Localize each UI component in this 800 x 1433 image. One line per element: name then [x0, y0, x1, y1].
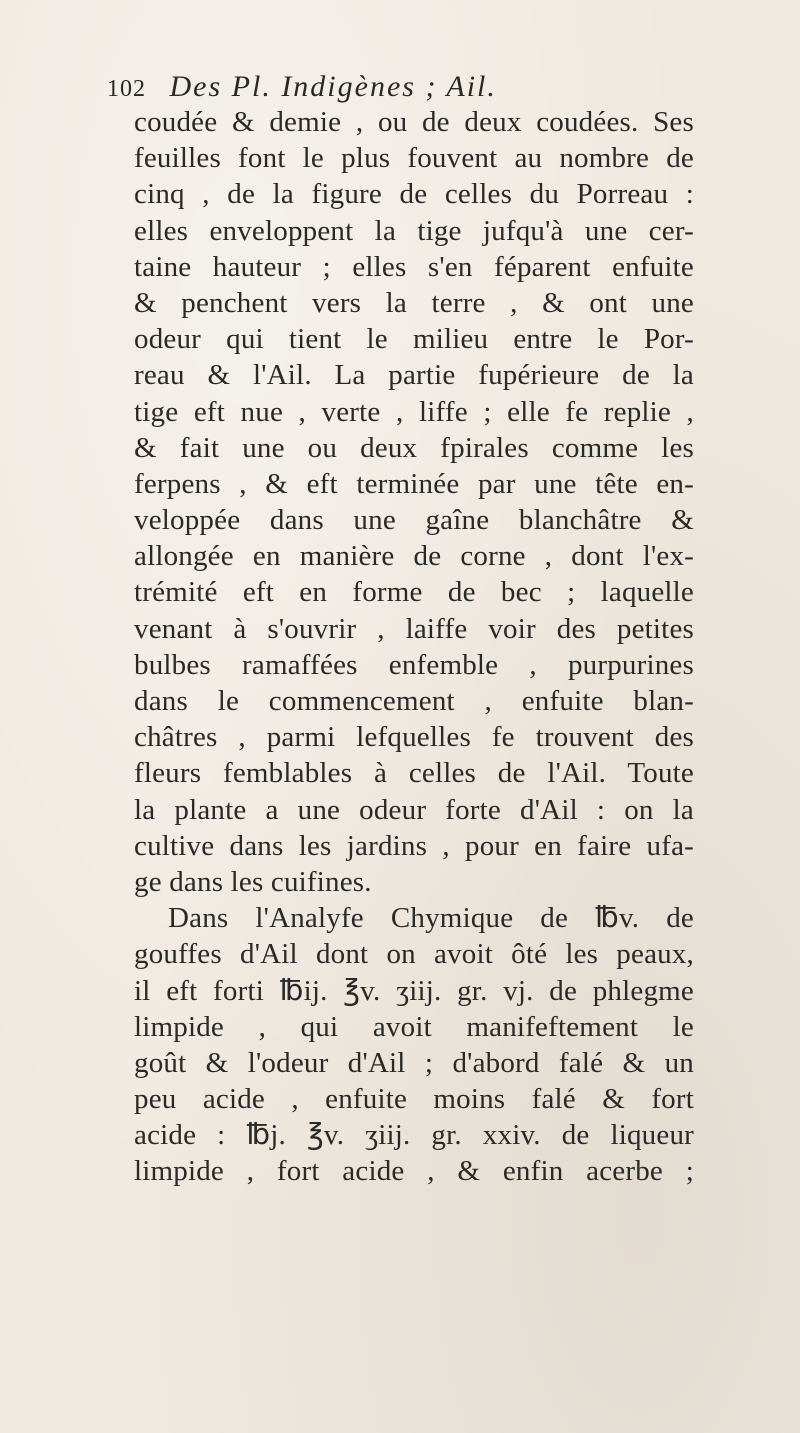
text-line: elles enveloppent la tige jufqu'à une cer-: [134, 214, 694, 247]
page-number: 102: [107, 76, 146, 102]
text-line: tige eft nue , verte , liffe ; elle fe replie ,: [134, 395, 694, 428]
text-line: limpide , qui avoit manifeftement le: [134, 1010, 694, 1043]
text-line: & fait une ou deux fpirales comme les: [134, 431, 694, 464]
text-line: cultive dans les jardins , pour en faire ufa-: [134, 829, 694, 862]
text-line: peu acide , enfuite moins falé & fort: [134, 1083, 694, 1116]
text-line: & penchent vers la terre , & ont une: [134, 286, 694, 319]
text-line: châtres , parmi lefquelles fe trouvent des: [134, 721, 694, 754]
text-line: feuilles font le plus fouvent au nombre de: [134, 142, 694, 175]
text-line: dans le commencement , enfuite blan-: [134, 685, 694, 717]
text-line: acide : ℔j. ℥v. ʒiij. gr. xxiv. de liqueur: [134, 1119, 694, 1152]
text-line: odeur qui tient le milieu entre le Por-: [134, 323, 694, 356]
text-line: allongée en manière de corne , dont l'ex-: [134, 540, 694, 573]
body-text: [134, 104, 694, 1190]
text-line: gouffes d'Ail dont on avoit ôté les peaux,: [134, 938, 694, 971]
text-line: goût & l'odeur d'Ail ; d'abord falé & un: [134, 1046, 694, 1079]
text-line: bulbes ramaffées enfemble , purpurines: [134, 648, 694, 681]
text-line: trémité eft en forme de bec ; laquelle: [134, 576, 694, 609]
text-line: il eft forti ℔ij. ℥v. ʒiij. gr. vj. de phlegme: [134, 974, 694, 1007]
text-line: cinq , de la figure de celles du Porreau :: [134, 178, 694, 211]
text-line: reau & l'Ail. La partie fupérieure de la: [134, 359, 694, 392]
text-line: la plante a une odeur forte d'Ail : on la: [134, 793, 694, 826]
text-line: limpide , fort acide , & enfin acerbe ;: [134, 1155, 694, 1188]
text-line: ge dans les cuifines.: [134, 865, 372, 898]
text-line: venant à s'ouvrir , laiffe voir des petites: [134, 612, 694, 645]
text-line: taine hauteur ; elles s'en féparent enfuite: [134, 250, 694, 283]
page-header: [107, 66, 667, 108]
running-title: Des Pl. Indigènes ; Ail.: [169, 70, 497, 103]
text-line: fleurs femblables à celles de l'Ail. Toute: [134, 757, 694, 790]
text-line: ferpens , & eft terminée par une tête en-: [134, 467, 694, 500]
paragraph-start-line: Dans l'Analyfe Chymique de ℔v. de: [168, 902, 694, 935]
text-line: veloppée dans une gaîne blanchâtre &: [134, 504, 694, 537]
text-line: coudée & demie , ou de deux coudées. Ses: [134, 106, 694, 138]
